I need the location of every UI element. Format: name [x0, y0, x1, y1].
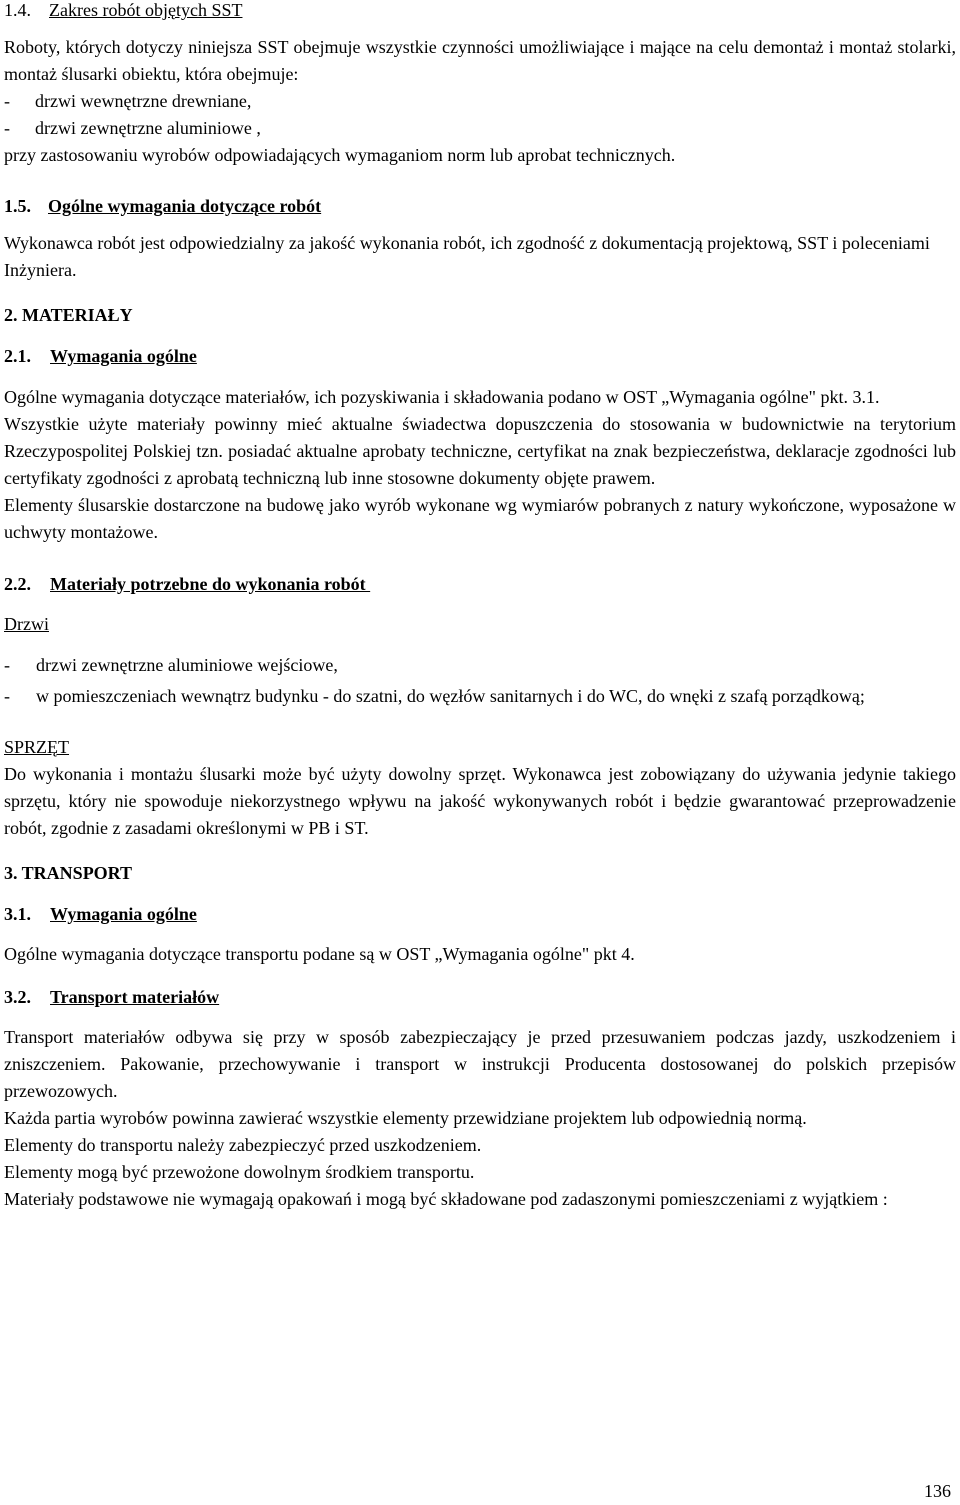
- chapter-title: 3. TRANSPORT: [4, 863, 133, 883]
- section-number: 1.4.: [4, 0, 31, 20]
- section-title: Zakres robót objętych SST: [49, 0, 243, 20]
- chapter-heading-3: [4, 860, 956, 887]
- paragraph: Do wykonania i montażu ślusarki może być użyty dowolny sprzęt. Wykonawca jest zobowiązany do używania jedynie takiego sprzętu, który nie spowoduje niekorzystnego wpływu na jakość wykonywanych robót i będzie gwarantować przeprowadzenie robót, zgodnie z zasadami określonymi w PB i ST.: [4, 764, 956, 838]
- section-number: 3.1.: [4, 904, 31, 924]
- section-heading-1-5: [4, 193, 956, 220]
- section-title: Transport materiałów: [50, 987, 220, 1007]
- paragraph: Elementy mogą być przewożone dowolnym środkiem transportu.: [4, 1162, 475, 1182]
- paragraph: Materiały podstawowe nie wymagają opakowań i mogą być składowane pod zadaszonymi pomieszczeniami z wyjątkiem :: [4, 1189, 888, 1209]
- list-item-text: drzwi wewnętrzne drewniane,: [35, 91, 252, 111]
- section-number: 2.2.: [4, 574, 31, 594]
- list-item-text: w pomieszczeniach wewnątrz budynku - do szatni, do węzłów sanitarnych i do WC, do wnęki z szafą porządkową;: [36, 686, 865, 706]
- section-number: 1.5.: [4, 196, 31, 216]
- section-heading-3-2: [4, 984, 956, 1011]
- section-title: Wymagania ogólne: [50, 346, 197, 366]
- section-heading-2-1: [4, 343, 956, 370]
- paragraph: Elementy ślusarskie dostarczone na budowę jako wyrób wykonane wg wymiarów pobranych z natury wykończone, wyposażone w uchwyty montażowe.: [4, 495, 956, 542]
- section-title: Materiały potrzebne do wykonania robót: [50, 574, 371, 594]
- section-heading-3-1: [4, 901, 956, 928]
- paragraph: Elementy do transportu należy zabezpieczyć przed uszkodzeniem.: [4, 1135, 482, 1155]
- paragraph: przy zastosowaniu wyrobów odpowiadających wymaganiom norm lub aprobat technicznych.: [4, 145, 676, 165]
- paragraph: Wykonawca robót jest odpowiedzialny za jakość wykonania robót, ich zgodność z dokumentacją projektową, SST i poleceniami Inżyniera.: [4, 233, 930, 280]
- paragraph: Wszystkie użyte materiały powinny mieć aktualne świadectwa dopuszczenia do stosowania w budownictwie na terytorium Rzeczypospolitej Polskiej tzn. posiadać aktualne aprobaty techniczne, certyfikat na znak bezpieczeństwa, deklaracje zgodności lub certyfikaty zgodności z aprobatą techniczną lub inne stosowne dokumenty objęte prawem.: [4, 414, 956, 488]
- list-item: - w pomieszczeniach wewnątrz budynku - do szatni, do węzłów sanitarnych i do WC, do wnęki z szafą porządkową;: [4, 683, 956, 710]
- subheading-drzwi: Drzwi: [4, 614, 49, 634]
- paragraph: Każda partia wyrobów powinna zawierać wszystkie elementy przewidziane projektem lub odpowiednią normą.: [4, 1108, 807, 1128]
- paragraph: Roboty, których dotyczy niniejsza SST obejmuje wszystkie czynności umożliwiające i mające na celu demontaż i montaż stolarki, montaż ślusarki obiektu, która obejmuje:: [4, 37, 956, 84]
- page-number: 136: [924, 1481, 951, 1501]
- section-heading-1-4: [4, 0, 956, 24]
- paragraph: Ogólne wymagania dotyczące materiałów, ich pozyskiwania i składowania podano w OST „Wymagania ogólne" pkt. 3.1.: [4, 387, 880, 407]
- section-number: 2.1.: [4, 346, 31, 366]
- list-item: - drzwi zewnętrzne aluminiowe ,: [4, 115, 956, 142]
- paragraph: Ogólne wymagania dotyczące transportu podane są w OST „Wymagania ogólne" pkt 4.: [4, 944, 635, 964]
- section-title: Wymagania ogólne: [50, 904, 197, 924]
- section-title: Ogólne wymagania dotyczące robót: [48, 196, 322, 216]
- list-item-text: drzwi zewnętrzne aluminiowe wejściowe,: [36, 655, 338, 675]
- document-page: [4, 0, 956, 1213]
- chapter-title: 2. MATERIAŁY: [4, 305, 133, 325]
- section-number: 3.2.: [4, 987, 31, 1007]
- section-heading-2-2: [4, 571, 956, 598]
- list-item: - drzwi wewnętrzne drewniane,: [4, 88, 956, 115]
- chapter-heading-2: [4, 302, 956, 329]
- list-item: - drzwi zewnętrzne aluminiowe wejściowe,: [4, 652, 956, 679]
- paragraph: Transport materiałów odbywa się przy w sposób zabezpieczający je przed przesuwaniem podczas jazdy, uszkodzeniem i zniszczeniem. Pakowanie, przechowywanie i transport w instrukcji Producenta dostosowanej do polskich przepisów przewozowych.: [4, 1027, 956, 1101]
- subheading-sprzet: SPRZĘT: [4, 737, 70, 757]
- list-item-text: drzwi zewnętrzne aluminiowe ,: [35, 118, 261, 138]
